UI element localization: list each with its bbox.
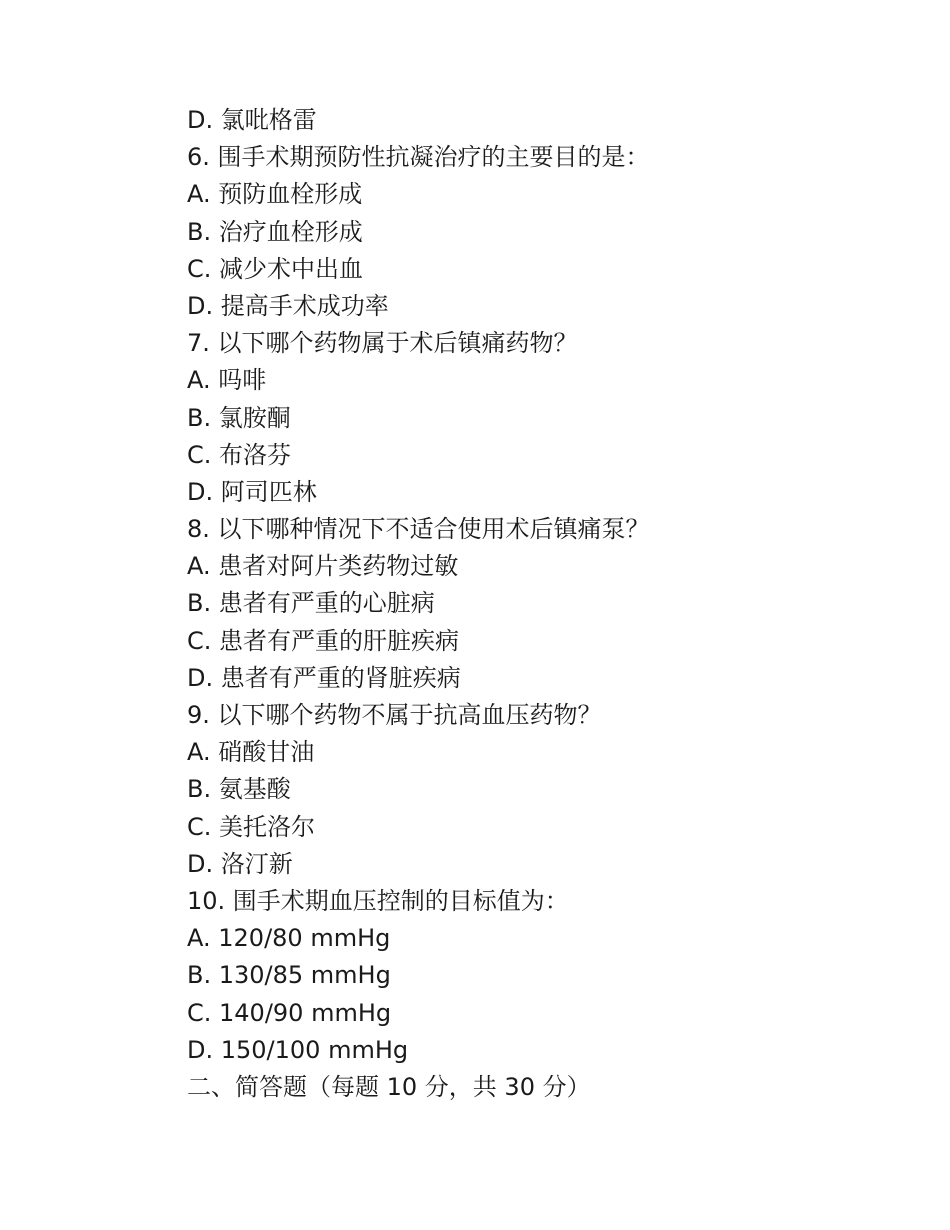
q7-option-a: A. 吗啡 — [187, 366, 267, 395]
question-list — [187, 102, 887, 1106]
q8-question: 8. 以下哪种情况下不适合使用术后镇痛泵？ — [187, 515, 650, 544]
q7-option-c: C. 布洛芬 — [187, 440, 292, 469]
q8-option-a: A. 患者对阿片类药物过敏 — [187, 552, 459, 581]
q10-option-a: A. 120/80 mmHg — [187, 924, 391, 953]
q8-option-c: C. 患者有严重的肝脏疾病 — [187, 626, 460, 655]
q10-option-b: B. 130/85 mmHg — [187, 961, 391, 990]
q9-option-d: D. 洛汀新 — [187, 849, 293, 878]
q7-option-b: B. 氯胺酮 — [187, 403, 291, 432]
q5-option-d: D. 氯吡格雷 — [187, 106, 317, 134]
q7-question: 7. 以下哪个药物属于术后镇痛药物？ — [187, 329, 578, 358]
q9-option-c: C. 美托洛尔 — [187, 812, 316, 841]
q9-option-a: A. 硝酸甘油 — [187, 738, 315, 767]
section-heading: 二、简答题（每题 10 分，共 30 分） — [187, 1072, 591, 1101]
q7-option-d: D. 阿司匹林 — [187, 477, 317, 506]
q8-option-d: D. 患者有严重的肾脏疾病 — [187, 663, 461, 692]
q6-option-d: D. 提高手术成功率 — [187, 291, 389, 320]
q10-question: 10. 围手术期血压控制的目标值为： — [187, 886, 569, 915]
q10-option-d: D. 150/100 mmHg — [187, 1035, 409, 1064]
q8-option-b: B. 患者有严重的心脏病 — [187, 589, 435, 618]
q6-option-b: B. 治疗血栓形成 — [187, 217, 363, 246]
q9-option-b: B. 氨基酸 — [187, 775, 291, 804]
q10-option-c: C. 140/90 mmHg — [187, 998, 392, 1027]
q6-option-c: C. 减少术中出血 — [187, 254, 364, 283]
q9-question: 9. 以下哪个药物不属于抗高血压药物？ — [187, 701, 602, 729]
q6-option-a: A. 预防血栓形成 — [187, 180, 363, 209]
q6-question: 6. 围手术期预防性抗凝治疗的主要目的是： — [187, 143, 650, 172]
